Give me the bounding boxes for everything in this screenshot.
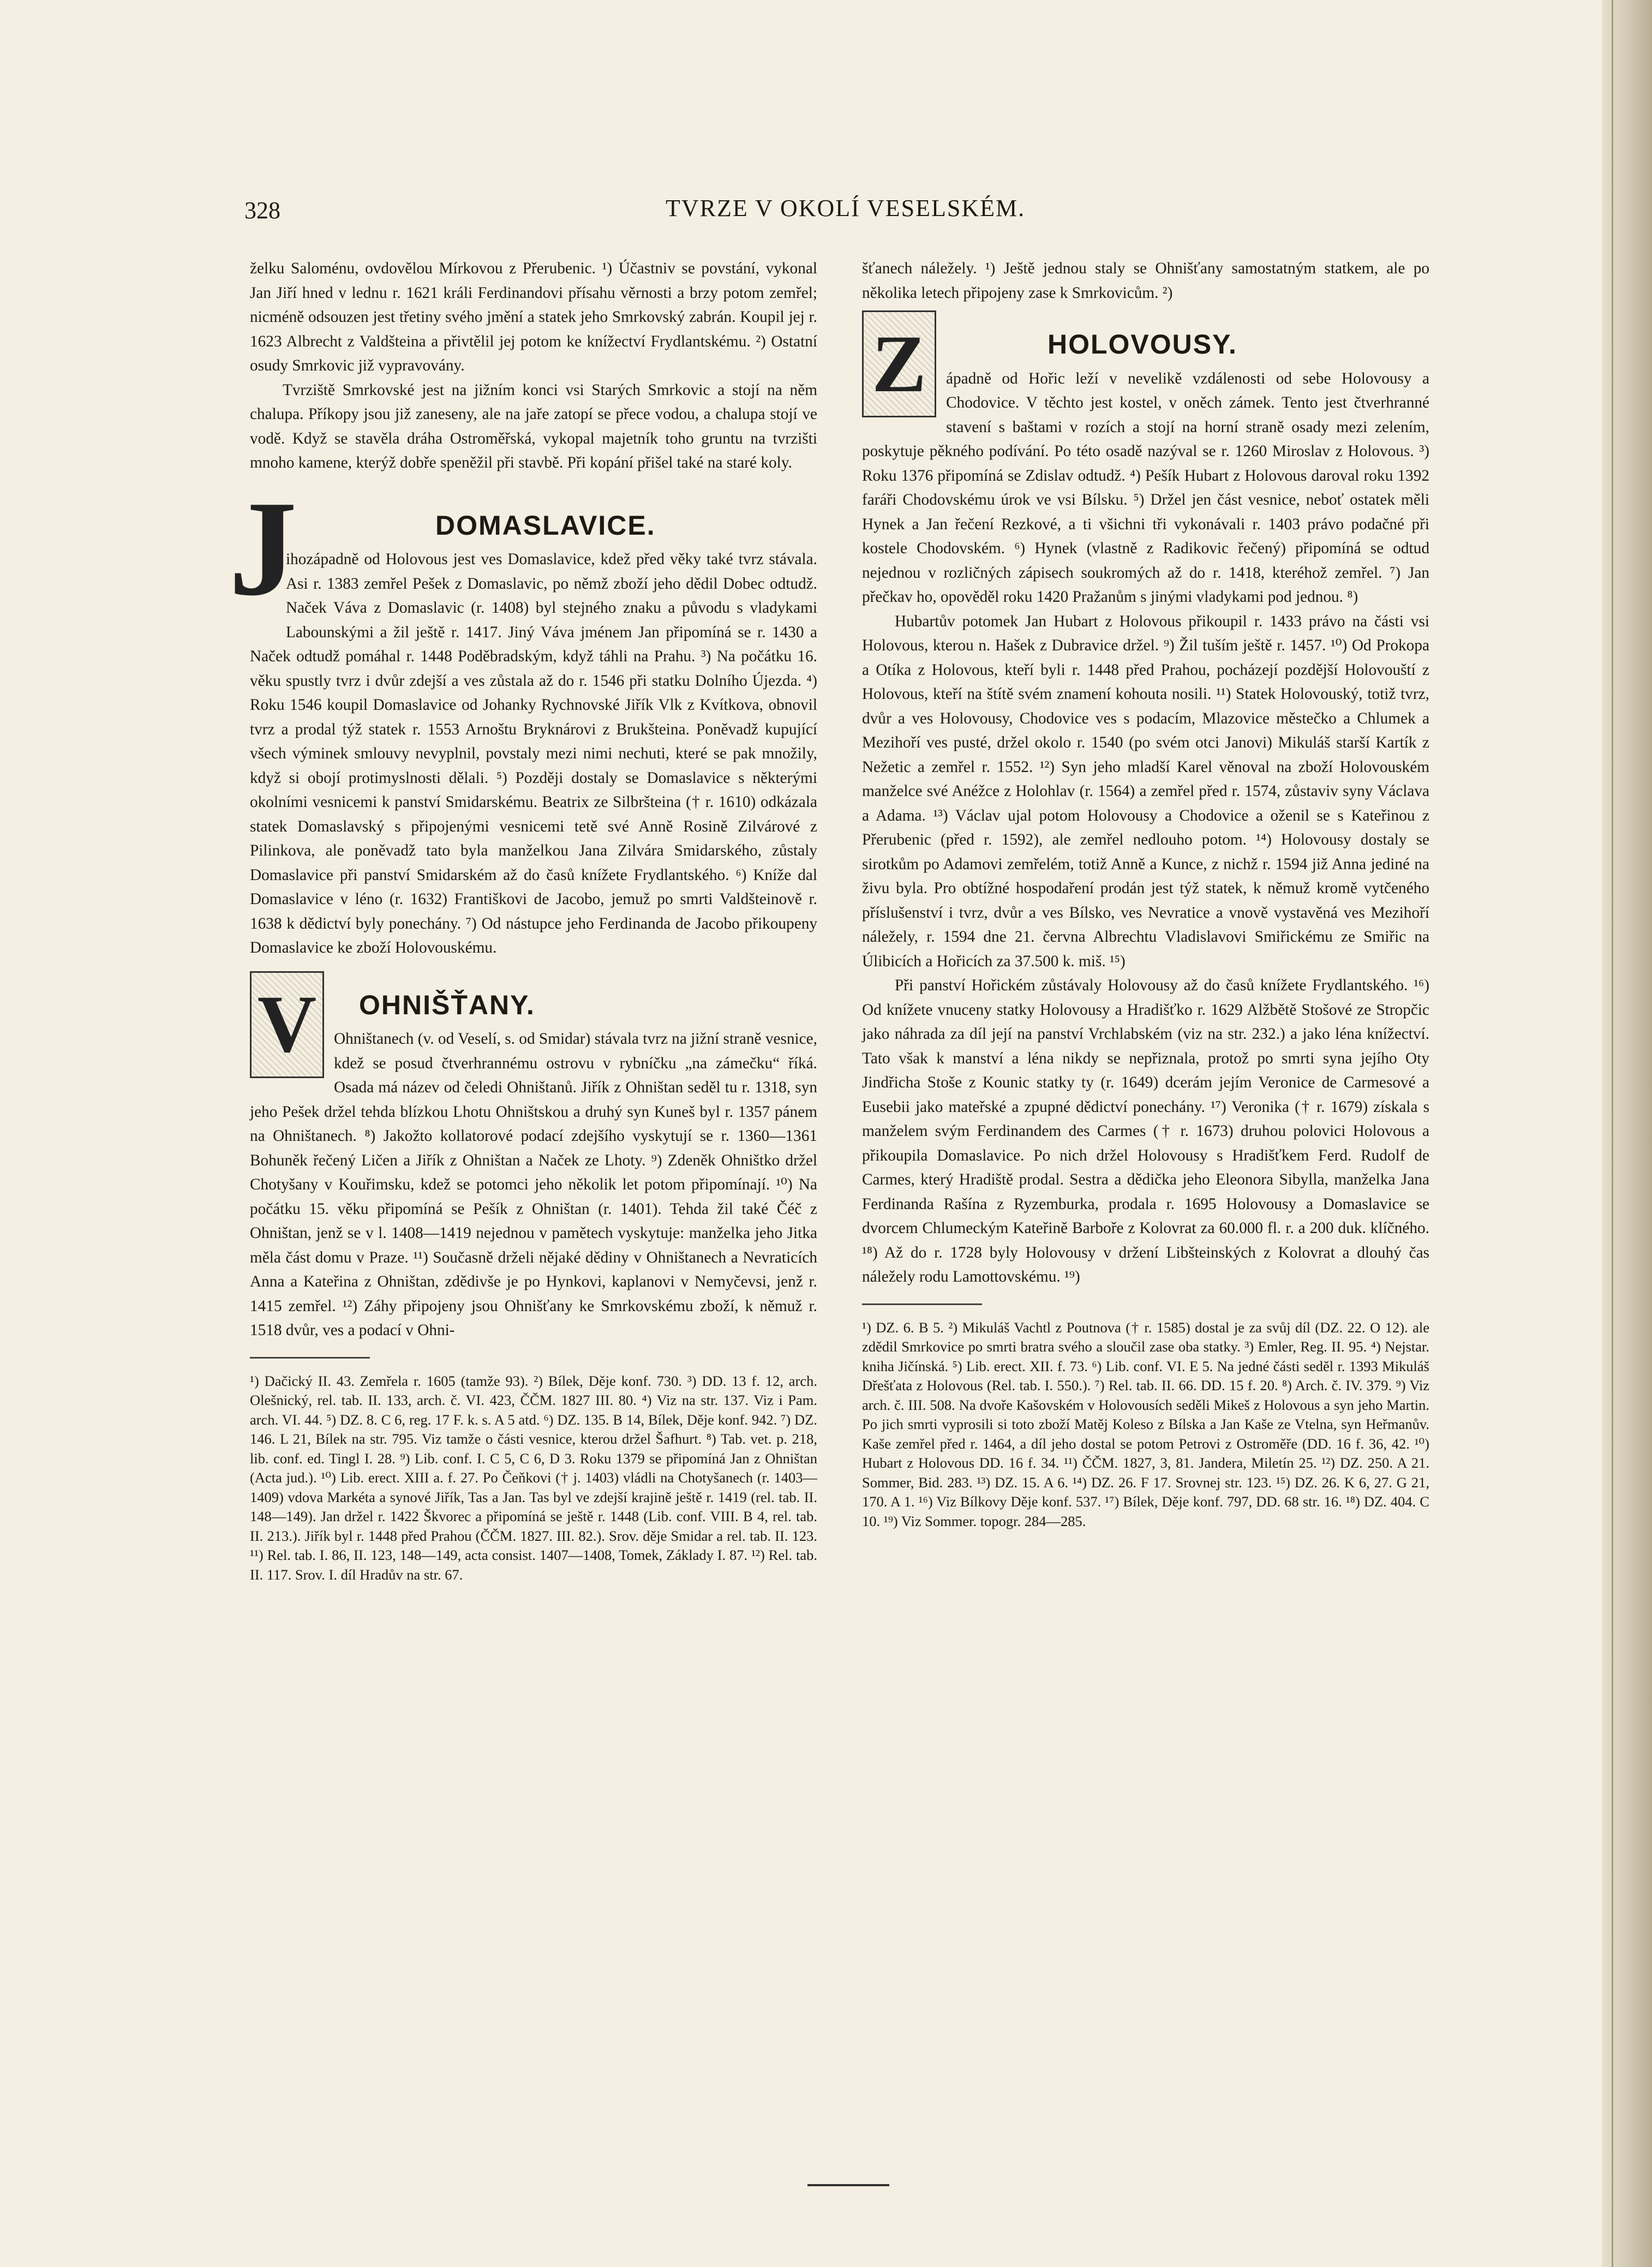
section-ohnistany [250, 979, 817, 1343]
section-title-ohnistany: OHNIŠŤANY. [359, 989, 535, 1020]
right-footnotes [862, 1318, 1429, 1532]
section-title-domaslavice: DOMASLAVICE. [435, 510, 656, 541]
holovousy-paragraph-1: ápadně od Hořic leží v nevelikě vzdálenosti od sebe Holovousy a Chodovice. V těchto jest kostel, v oněch zámek. Tento jest čtverhranné stavení s baštami v rozích a stojí na horní straně osady mezi zelením, poskytuje pěkného podívání. Po této osadě nazýval se r. 1260 Miroslav z Holovous. ³) Roku 1376 připomíná se Zdislav odtudž. ⁴) Pešík Hubart z Holovous daroval roku 1392 faráři Chodovskému úrok ve vsi Bílsku. ⁵) Držel jen část vesnice, neboť ostatek měli Hynek a Jan řečení Rezkové, a ti všichni tři vykonávali r. 1403 právo podačné při kostele Chodovském. ⁶) Hynek (vlastně z Radikovic řečený) připomíná se odtud nejednou v rozličných zápisech soukromých až do r. 1418, kteréhož zemřel. ⁷) Jan přečkav ho, opověděl roku 1420 Pražanům s jinými vladykami pod jednou. ⁸) [862, 369, 1429, 606]
left-footnotes [250, 1372, 817, 1585]
page-edge [1602, 0, 1652, 2267]
left-footnote-rule [250, 1357, 370, 1359]
drop-initial-z: Z [862, 310, 936, 417]
left-column [229, 256, 817, 1584]
right-footnote-rule [862, 1303, 982, 1305]
running-head: TVRZE V OKOLÍ VESELSKÉM. [666, 195, 1026, 222]
left-tvrziste-paragraph: Tvrziště Smrkovské jest na jižním konci vsi Starých Smrkovic a stojí na něm chalupa. Příkopy jsou již zaneseny, ale na jaře zatopí se přece vodou, a chalupa stojí ve vodě. Když se stavěla dráha Ostroměřská, vykopal majetník toho gruntu na tvrzišti mnoho kamene, kterýž dobře speněžil při stavbě. Při kopání přišel také na staré koly. [250, 381, 817, 471]
right-footnotes-text: ¹) DZ. 6. B 5. ²) Mikuláš Vachtl z Poutnova († r. 1585) dostal je za svůj díl (DZ. 22. O 12). ale zdědil Smrkovice po smrti bratra svého a sloučil zase oba statky. ³) Emler, Reg. II. 95. ⁴) Nejstar. kniha Jičínská. ⁵) Lib. erect. XII. f. 73. ⁶) Lib. conf. VI. E 5. Na jedné části seděl r. 1393 Mikuláš Dřešťata z Holovous (Rel. tab. I. 550.). ⁷) Rel. tab. II. 66. DD. 15 f. 20. ⁸) Arch. č. IV. 379. ⁹) Viz arch. č. III. 508. Na dvoře Kašovském v Holovousích seděli Mikeš z Holovous a syn jeho Martin. Po jich smrti vyprosili si toto zboží Matěj Koleso z Bílska a Jan Kaše ze Vtelna, syn Heřmanův. Kaše zemřel před r. 1464, a díl jeho dostal se potom Petrovi z Ostroměře (DD. 16 f. 36, 42. ¹⁰) Hubart z Holovous DD. 16 f. 34. ¹¹) ČČM. 1827, 3, 81. Jandera, Miletín 25. ¹²) DZ. 250. A 21. Sommer, Bid. 283. ¹³) DZ. 15. A 6. ¹⁴) DZ. 26. F 17. Srovnej str. 123. ¹⁵) DZ. 26. K 6, 27. G 21, 170. A 1. ¹⁶) Viz Bílkovy Děje konf. 537. ¹⁷) Bílek, Děje konf. 797, DD. 68 str. 16. ¹⁸) DZ. 404. C 10. ¹⁹) Viz Sommer. topogr. 284—285. [862, 1319, 1429, 1529]
domaslavice-text: ihozápadně od Holovous jest ves Domaslavice, kdež před věky také tvrz stávala. Asi r. 1383 zemřel Pešek z Domaslavic, po němž zboží jeho dědil Dobec odtudž. Naček Váva z Domaslavic (r. 1408) byl stejného znaku a původu s vladykami Labounskými a žil ještě r. 1417. Jiný Váva jménem Jan připomíná se r. 1430 a Naček odtudž pomáhal r. 1448 Poděbradským, když táhli na Prahu. ³) Na počátku 16. věku spustly tvrz i dvůr zdejší a ves zůstala až do r. 1546 při statku Dolního Újezda. ⁴) Roku 1546 koupil Domaslavice od Johanky Rychnovské Jiřík Vlk z Kvítkova, obnovil tvrz a prodal týž statek r. 1553 Arnoštu Bryknárovi z Brukšteina. Poněvadž kupující všech výminek smlouvy nevyplnil, povstaly mezi nimi nechuti, které se pak množily, když si obojí protimyslnosti dělali. ⁵) Později dostaly se Domaslavice s některými okolními vesnicemi k panství Smidarskému. Beatrix ze Silbršteina († r. 1610) odkázala statek Domaslavský s připojenými vesnicemi tetě své Anně Rosině Zilvárové z Pilinkova, ale poněvadž tato byla manželkou Jana Zilvára Smidarského, zůstaly Domaslavice při panství Smidarském až do časů knížete Frydlantského. ⁶) Kníže dal Domaslavice v léno (r. 1632) Františkovi de Jacobo, jemuž po smrti Valdšteinově r. 1638 k dědictví byly ponechány. ⁷) Od nástupce jeho Ferdinanda de Jacobo přikoupeny Domaslavice ke zboží Holovouskému. [250, 551, 817, 956]
page-number: 328 [244, 197, 280, 224]
end-ornament-rule [807, 2184, 889, 2186]
right-intro-paragraph: šťanech náležely. ¹) Ještě jednou staly se Ohnišťany samostatným statkem, ale po několika letech připojeny zase k Smrkovicům. ²) [862, 260, 1429, 302]
right-column [862, 256, 1429, 1531]
drop-initial-v: V [250, 971, 324, 1078]
section-holovousy [862, 318, 1429, 1289]
holovousy-paragraph-2: Hubartův potomek Jan Hubart z Holovous přikoupil r. 1433 právo na části vsi Holovous, kterou n. Hašek z Dubravice držel. ⁹) Žil tuším ještě r. 1457. ¹⁰) Od Prokopa a Otíka z Holovous, kteří byli r. 1448 před Prahou, pocházejí pozdější Holovouští z Holovous, kteří na štítě svém znamení kohouta nosili. ¹¹) Statek Holovouský, totiž tvrz, dvůr a ves Holovousy, Chodovice ves s podacím, Mlazovice městečko a Chlumek a Mezihoří ves pusté, držel okolo r. 1540 (po svém otci Janovi) Mikuláš starší Kartík z Nežetic a zemřel r. 1552. ¹²) Syn jeho mladší Karel věnoval na zboží Holovouském manželce své Anéžce z Holohlav (r. 1564) a zemřel před r. 1574, zůstaviv syny Václava a Adama. ¹³) Václav ujal potom Holovousy a Chodovice a oženil se s Kateřinou z Přerubenic (před r. 1592), ale zemřel nedlouho potom. ¹⁴) Holovousy dostaly se sirotkům po Adamovi zemřelém, totiž Anně a Kunce, z nichž r. 1594 již Anna jediné na živu byla. Pro obtížné hospodaření prodán jest týž statek, k němuž kromě vytčeného příslušenství i tvrz, dvůr a ves Bílsko, ves Nevratice a vnově vystavěná ves Mezihoří náležely, r. 1594 dne 21. června Albrechtu Vladislavovi Smiřickému ze Smiřic na Úlibicích a Hořicích za 37.500 k. miš. ¹⁵) [862, 612, 1429, 970]
section-domaslavice [229, 472, 817, 960]
section-title-holovousy: HOLOVOUSY. [1048, 329, 1237, 360]
ohnistany-text: Ohništanech (v. od Veselí, s. od Smidar) stávala tvrz na jižní straně vesnice, kdež se posud čtverhrannému ostrovu v rybníčku „na zámečku“ říká. Osada má název od čeledi Ohništanů. Jiřík z Ohništan seděl tu r. 1318, syn jeho Pešek držel tehda blízkou Lhotu Ohništskou a druhý syn Kuneš byl r. 1357 pánem na Ohništanech. ⁸) Jakožto kollatorové podací zdejšího vyskytují se r. 1360—1361 Bohuněk řečený Ličen a Jiřík z Ohništan a Naček ze Lhoty. ⁹) Zdeněk Ohništko držel Chotyšany v Kouřimsku, kdež se potomci jeho několik let potom připomínají. ¹⁰) Na počátku 15. věku připomíná se Pešík z Ohništan (r. 1401). Tehda žil také Čéč z Ohništan, jenž se v l. 1408—1419 nejednou v pamětech vyskytuje: manželka jeho Jitka měla část domu v Praze. ¹¹) Současně drželi nějaké dědiny v Ohništanech a Nevraticích Anna a Kateřina z Ohništan, zdědivše je po Hynkovi, kaplanovi v Nemyčevsi, jenž r. 1415 zemřel. ¹²) Záhy připojeny jsou Ohnišťany ke Smrkovskému zboží, k němuž r. 1518 dvůr, ves a podací v Ohni- [250, 1030, 817, 1339]
left-footnotes-text: ¹) Dačický II. 43. Zemřela r. 1605 (tamže 93). ²) Bílek, Děje konf. 730. ³) DD. 13 f. 12, arch. Olešnický, rel. tab. II. 133, arch. č. VI. 423, ČČM. 1827 III. 80. ⁴) Viz na str. 137. Viz i Pam. arch. VI. 44. ⁵) DZ. 8. C 6, reg. 17 F. k. s. A 5 atd. ⁶) DZ. 135. B 14, Bílek, Děje konf. 942. ⁷) DZ. 146. L 21, Bílek na str. 795. Viz tamže o části vesnice, kterou držel Šafhurt. ⁸) Tab. vet. p. 218, lib. conf. ed. Tingl I. 28. ⁹) Lib. conf. I. C 5, C 6, D 3. Roku 1379 se připomíná Jan z Ohništan (Acta jud.). ¹⁰) Lib. erect. XIII a. f. 27. Po Čeňkovi († j. 1403) vládli na Chotyšanech (r. 1403—1409) vdova Markéta a synové Jiřík, Tas a Jan. Tas byl ve zdejší krajině ještě r. 1419 (rel. tab. II. 148—149). Jan držel r. 1422 Škvorec a připomíná se ještě r. 1448 (Lib. conf. VIII. B 4, rel. tab. II. 213.). Jiřík byl r. 1448 před Prahou (ČČM. 1827. III. 82.). Srov. děje Smidar a rel. tab. II. 123. ¹¹) Rel. tab. I. 86, II. 123, 148—149, acta consist. 1407—1408, Tomek, Základy I. 87. ¹²) Rel. tab. II. 117. Srov. I. díl Hradův na str. 67. [250, 1372, 817, 1583]
left-intro-paragraph: želku Saloménu, ovdovělou Mírkovou z Přerubenic. ¹) Účastniv se povstání, vykonal Jan Jiří hned v lednu r. 1621 králi Ferdinandovi přísahu věrnosti a brzy potom zemřel; nicméně odsouzen jest třetiny svého jmění a statek jeho Smrkovský zabrán. Koupil jej r. 1623 Albrecht z Valdšteina a přivtělil jej potom ke knížectví Frydlantskému. ²) Ostatní osudy Smrkovic již vypravovány. [250, 260, 817, 374]
holovousy-paragraph-3: Při panství Hořickém zůstávaly Holovousy až do časů knížete Frydlantského. ¹⁶) Od knížete vnuceny statky Holovousy a Hradišťko r. 1629 Alžbětě Stošové ze Stropčic jako náhrada za díl její na panství Vrchlabském (viz na str. 232.) a jako léna knížectví. Tato však k manství a léna nikdy se nepřiznala, protož po smrti syna jejího Oty Jindřicha Stoše z Kounic statky ty (r. 1649) dcerám jejím Veronice de Carmesové a Eusebii jako mateřské a zpupné dědictví ponechány. ¹⁷) Veronika († r. 1679) získala s manželem svým Ferdinandem des Carmes († r. 1673) druhou polovici Holovous a přikoupila Domaslavice. Po nich držel Holovousy s Hradišťkem Ferd. Rudolf de Carmes, který Hradiště prodal. Sestra a dědička jeho Eleonora Sibylla, manželka Jana Ferdinanda Rašína z Ryzemburka, prodala r. 1695 Holovousy a Domaslavice se dvorcem Chlumeckým Kateřině Barboře z Kolovrat za 60.000 fl. r. a 200 duk. klíčného. ¹⁸) Až do r. 1728 byly Holovousy v držení Libšteinských z Kolovrat a dlouhý čas náležely rodu Lamottovskému. ¹⁹) [862, 977, 1429, 1285]
page-edge-line [1612, 0, 1613, 2267]
drop-initial-j: J [229, 472, 297, 624]
